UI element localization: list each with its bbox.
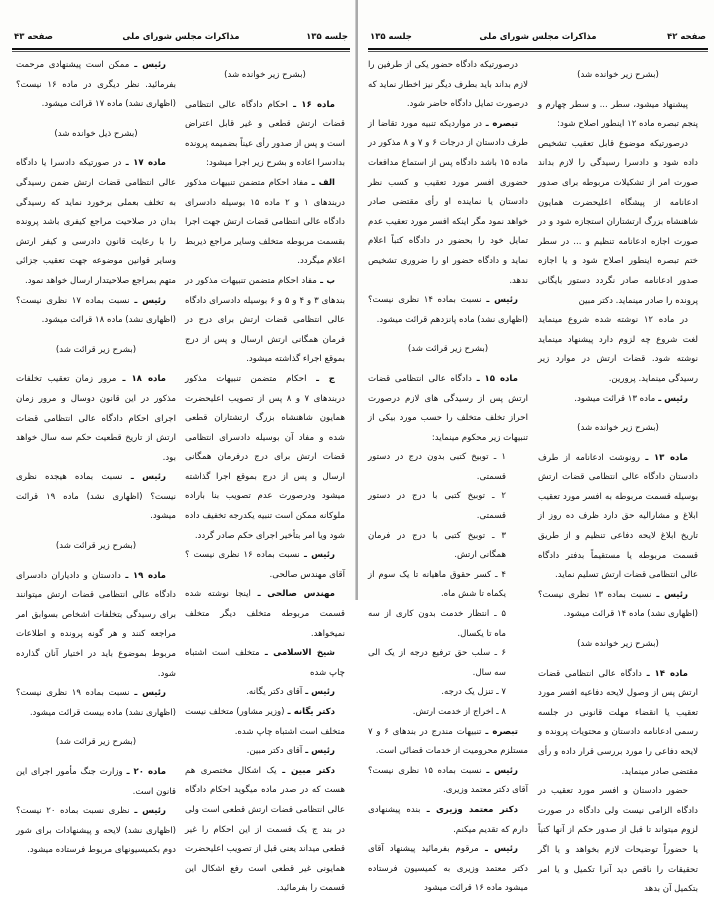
paragraph bbox=[16, 763, 176, 802]
paragraph bbox=[185, 703, 345, 742]
paragraph-text: نسبت بماده ۱۴ نظری نیست؟ (اظهاری نشد) ماده پانزدهم قرائت میشود. bbox=[368, 295, 528, 325]
paragraph bbox=[538, 96, 698, 135]
paragraph bbox=[368, 723, 528, 762]
paragraph-text: نسبت بماده ۱۳ نظری نیست؟ (اظهاری نشد) ماده ۱۴ قرائت میشود. bbox=[538, 589, 698, 620]
paragraph bbox=[16, 802, 176, 861]
paragraph-text: ۸ ـ اخراج از خدمت ارتش. bbox=[412, 707, 506, 717]
speaker-or-article-label: رئیس ـ bbox=[655, 393, 688, 404]
reading-note bbox=[16, 341, 176, 361]
speaker-or-article-label: رئیس ـ bbox=[129, 60, 166, 70]
speaker-or-article-label: ج ـ bbox=[306, 373, 335, 384]
speaker-or-article-label: ماده ۱۴ ـ bbox=[641, 668, 688, 679]
speaker-or-article-label: مهندس صالحی ـ bbox=[250, 589, 335, 600]
paragraph bbox=[185, 762, 345, 899]
paragraph bbox=[185, 272, 345, 370]
paragraph-text: ۴ ـ کسر حقوق ماهیانه تا یک سوم از یکماه تا شش ماه. bbox=[368, 569, 506, 600]
speaker-or-article-label: رئیس ـ bbox=[129, 806, 166, 817]
paragraph-text: بنده پیشنهادی دارم که تقدیم میکنم. bbox=[368, 804, 528, 835]
speaker-or-article-label: رئیس ـ bbox=[299, 550, 335, 561]
paragraph bbox=[538, 586, 698, 625]
paragraph-text: مرقوم بفرمائید پیشنهاد آقای دکتر معتمد وزیری به کمیسیون فرستاده میشود ماده ۱۶ قرائت میشود bbox=[368, 844, 528, 894]
page-number: صفحه ۴۲ bbox=[667, 32, 706, 42]
speaker-or-article-label: ماده ۱۷ ـ bbox=[121, 158, 166, 169]
text-column-left bbox=[16, 56, 176, 861]
list-item bbox=[368, 527, 528, 566]
paragraph-text: ۵ ـ انتظار خدمت بدون کاری از سه ماه تا یکسال. bbox=[368, 609, 506, 639]
reading-note bbox=[368, 340, 528, 360]
speaker-or-article-label: ماده ۱۵ ـ bbox=[471, 373, 518, 384]
paragraph-text: (بشرح ذیل خوانده شد) bbox=[54, 128, 138, 139]
paragraph-text: ۳ ـ توبیخ کتبی با درج در فرمان همگانی ارتش. bbox=[368, 530, 506, 561]
paragraph bbox=[368, 56, 528, 115]
list-item bbox=[368, 448, 528, 487]
paragraph bbox=[538, 135, 698, 311]
paragraph bbox=[368, 291, 528, 330]
paragraph bbox=[185, 546, 345, 585]
page-header bbox=[14, 32, 348, 46]
paragraph-text: (بشرح زیر قرائت شد) bbox=[55, 344, 137, 355]
reading-note bbox=[16, 537, 176, 557]
paragraph bbox=[368, 762, 528, 801]
paragraph-text: آقای دکتر مبین. bbox=[246, 746, 303, 757]
paragraph-text: مرور زمان تعقیب تخلفات مذکور در این قانون دوسال و مرور زمان اجرای احکام دادگاه عالی انتظامی قضات ارتش از تاریخ قطعیت حکم سه سال خواهد بود. bbox=[16, 374, 176, 463]
paragraph-text: (بشرح زیر قرائت شد) bbox=[55, 541, 137, 552]
paragraph-text: درصورتیکه دادگاه حضور یکی از طرفین را لازم بداند باید بطرف دیگر نیز اخطار نماید که درصورت تمایل دادگاه حاضر شود. bbox=[368, 60, 528, 110]
paragraph-text: نسبت بماده ۱۵ نظری نیست؟ آقای دکتر معتمد وزیری. bbox=[368, 765, 528, 796]
paragraph-text: (بشرح زیر خوانده شد) bbox=[577, 423, 659, 434]
paragraph-text: مفاد احکام متضمن تنبیهات مذکور دربندهای ۱ و ۲ ماده ۱۵ بوسیله دادسرای دادگاه عالی انتظامی قضات ارتش جهت اجرا بقسمت مربوطه متخلف وسایر مراجع ذیربط اعلام میگردد. bbox=[185, 177, 346, 267]
reading-note bbox=[538, 419, 698, 439]
speaker-or-article-label: دکتر معتمد وزیری ـ bbox=[420, 804, 519, 815]
paragraph bbox=[16, 370, 176, 468]
paragraph-text: اینجا نوشته شده قسمت مربوطه متخلف دیگر متخلف نمیخواهد. bbox=[185, 589, 345, 639]
paragraph bbox=[368, 840, 528, 899]
speaker-or-article-label: ماده ۱۳ ـ bbox=[639, 452, 688, 463]
paragraph-text: آقای دکتر یگانه. bbox=[246, 687, 303, 698]
list-item bbox=[368, 605, 528, 644]
paragraph-text: نسبت بماده ۱۹ نظری نیست؟ (اظهاری نشد) ماده بیست قرائت میشود. bbox=[16, 688, 176, 718]
paragraph bbox=[538, 311, 698, 389]
paragraph bbox=[368, 801, 528, 840]
paragraph bbox=[368, 115, 528, 291]
reading-note bbox=[538, 66, 698, 86]
paragraph bbox=[185, 96, 345, 174]
paragraph bbox=[185, 585, 345, 644]
paragraph bbox=[538, 449, 698, 586]
paragraph bbox=[185, 644, 345, 683]
paragraph bbox=[16, 154, 176, 291]
speaker-or-article-label: ماده ۱۶ ـ bbox=[287, 99, 336, 110]
speaker-or-article-label: رئیس ـ bbox=[481, 295, 518, 306]
paragraph bbox=[185, 742, 345, 762]
paragraph-text: رونوشت ادعانامه از طرف دادستان دادگاه عالی انتظامی قضات ارتش بوسیله قسمت مربوطه به افسر مورد تعقیب ابلاغ و مشارالیه حق دارد ظرف ده روز از تاریخ ابلاغ لایحه دفاعی تنظیم و از طریق قسمت مربوطه یا مستقیماً بدفتر دادگاه عالی انتظامی قضات ارتش تسلیم نماید. bbox=[538, 452, 698, 581]
reading-note bbox=[538, 635, 698, 655]
paragraph-text: نسبت بماده هیجده نظری نیست؟ (اظهاری نشد) ماده ۱۹ قرائت میشود. bbox=[16, 472, 176, 522]
paragraph-text: ممکن است پیشنهادی مرحمت بفرمائید. نظر دیگری در ماده ۱۶ نیست؟ (اظهاری نشد) ماده ۱۷ قرائت میشود. bbox=[16, 60, 176, 110]
paragraph-text: وزارت جنگ مأمور اجرای این قانون است. bbox=[16, 767, 176, 797]
speaker-or-article-label: ماده ۱۸ ـ bbox=[116, 374, 167, 385]
text-column-right bbox=[538, 56, 698, 900]
paragraph-text: پیشنهاد میشود، سطر ... و سطر چهارم و پنجم تبصره ماده ۱۲ اینطور اصلاح شود: bbox=[538, 99, 698, 130]
paragraph bbox=[368, 370, 528, 448]
publication-title: مذاکرات مجلس شورای ملی bbox=[479, 32, 597, 42]
paragraph bbox=[16, 684, 176, 723]
paragraph-text: تنبیهات مندرج در بندهای ۶ و ۷ مستلزم محرومیت از خدمات قضائی است. bbox=[368, 726, 528, 757]
page-header bbox=[370, 32, 706, 46]
paragraph-text: (بشرح زیر قرائت شد) bbox=[55, 737, 137, 748]
header-rule bbox=[12, 48, 350, 50]
paragraph-text: (بشرح زیر خوانده شد) bbox=[577, 639, 659, 650]
page-number: صفحه ۴۳ bbox=[14, 32, 53, 42]
paragraph-text: دادستان و دادیاران دادسرای دادگاه عالی انتظامی قضات ارتش میتوانند برای رسیدگی بتخلفات اشخاص بسوابق امر مراجعه کنند و هر گونه پرونده و اطلاعات مربوط بموضوع باید در اختیار آنان گذارده شود. bbox=[16, 570, 176, 679]
paragraph-text: نظری نسبت بماده ۲۰ نیست؟ (اظهاری نشد) لایحه و پیشنهادات برای شور دوم بکمیسیونهای مربوط فرستاده میشود. bbox=[16, 806, 176, 856]
speaker-or-article-label: رئیس ـ bbox=[302, 687, 335, 698]
paragraph-text: ۷ ـ تنزل یک درجه. bbox=[441, 687, 506, 698]
paragraph-text: در صورتیکه دادسرا یا دادگاه عالی انتظامی قضات ارتش ضمن رسیدگی به تخلف بعملی برخورد نماید که رسیدگی بدان در صلاحیت مراجع کیفری باشد پرونده را با رعایت قانون دادرسی و کیفر ارتش وسایر قوانین موضوعه جهت تعقیب جزائی متهم بمراجع صلاحیتدار ارسال خواهد نمود. bbox=[16, 158, 176, 286]
paragraph-text: یک اشکال مختصری هم هست که در صدر ماده میگوید احکام دادگاه عالی انتظامی قضات ارتش قطعی است ولی در بند ج یک قسمت از این احکام را غیر قطعی میداند یعنی قبل از تصویب اعلیحضرت همایونی غیر قطعی است رفع اشکال این قسمت را بفرمائید. bbox=[185, 765, 345, 894]
list-item bbox=[368, 683, 528, 703]
paragraph bbox=[185, 174, 345, 272]
list-item bbox=[368, 487, 528, 526]
header-rule bbox=[368, 48, 708, 50]
paragraph bbox=[538, 782, 698, 900]
reading-note bbox=[16, 125, 176, 145]
list-item bbox=[368, 703, 528, 723]
paragraph bbox=[16, 292, 176, 331]
paragraph-text: احکام دادگاه عالی انتظامی قضات ارتش قطعی و غیر قابل اعتراض است و پس از صدور رأی عیناً بضمیمه پرونده بدادسرا اعاده و بشرح زیر اجرا میشود: bbox=[185, 99, 345, 169]
paragraph-text: درصورتیکه موضوع قابل تعقیب تشخیص داده شود و دادسرا رسیدگی را لازم بداند صورت امر از تشکیلات مربوطه برای صدور ادعانامه از پیشگاه اعلیحضرت همایون شاهنشاه بزرگ ارتشتاران استجازه شود و در صورت اجازه ادعانامه تنظیم و ... در سطر ختم تبصره اینطور اصلاح شود و یا اجازه صدور ادعانامه صادر نگردد دستور بایگانی پرونده را صادر مینماید. دکتر مبین bbox=[538, 138, 698, 306]
paragraph-text: دادگاه عالی انتظامی قضات ارتش پس از وصول لایحه دفاعیه افسر مورد تعقیب یا انقضاء مهلت قانونی در جلسه رسمی ادعانامه دادستان و محتویات پرونده و لایحه دفاعی را مورد بررسی قرار داده و رأی مقتضی صادر مینماید. bbox=[538, 668, 698, 777]
speaker-or-article-label: دکتر یگانه ـ bbox=[284, 707, 335, 717]
speaker-or-article-label: ماده ۲۰ ـ bbox=[122, 767, 167, 777]
text-column-right bbox=[185, 56, 345, 899]
left-page bbox=[0, 0, 356, 894]
paragraph bbox=[16, 56, 176, 115]
paragraph-text: (وزیر مشاور) متخلف نیست متخلف است اشتباه چاپ شده. bbox=[185, 707, 345, 737]
paragraph bbox=[185, 683, 345, 703]
paragraph bbox=[185, 370, 345, 546]
paragraph bbox=[538, 665, 698, 783]
speaker-or-article-label: رئیس ـ bbox=[302, 746, 335, 757]
paragraph-text: در ماده ۱۲ نوشته شده شروع مینماید لغت شروع چه لزوم دارد پیشنهاد مینماید نوشته شود. قضات ارتش در موارد زیر رسیدگی مینماید. پرورین. bbox=[538, 315, 698, 384]
paragraph-text: ۶ ـ سلب حق ترفیع درجه از یک الی سه سال. bbox=[368, 648, 506, 678]
speaker-or-article-label: ب ـ bbox=[316, 275, 335, 286]
speaker-or-article-label: رئیس ـ bbox=[651, 589, 688, 600]
publication-title: مذاکرات مجلس شورای ملی bbox=[122, 32, 240, 42]
paragraph-text: (بشرح زیر خوانده شد) bbox=[224, 70, 306, 80]
speaker-or-article-label: شیخ الاسلامی ـ bbox=[259, 648, 335, 659]
speaker-or-article-label: رئیس ـ bbox=[481, 765, 518, 776]
speaker-or-article-label: رئیس ـ bbox=[478, 844, 518, 855]
paragraph bbox=[538, 390, 698, 410]
paragraph-text: مفاد احکام متضمن تنبیهات مذکور در بندهای ۳ و ۴ و ۵ و ۶ بوسیله دادسرای دادگاه عالی انتظامی قضات ارتش برای درج در فرمان همگانی ارتش ارسال و پس از درج بموقع اجراء گذاشته میشود. bbox=[185, 275, 345, 365]
paragraph-text: متخلف است اشتباه چاپ شده bbox=[185, 648, 345, 678]
paragraph-text: (بشرح زیر خوانده شد) bbox=[577, 70, 659, 80]
paragraph-text: نسبت بماده ۱۷ نظری نیست؟ (اظهاری نشد) ماده ۱۸ قرائت میشود. bbox=[16, 295, 176, 326]
paragraph-text: حضور دادستان و افسر مورد تعقیب در دادگاه الزامی نیست ولی دادگاه در صورت لزوم میتواند تا قبل از صدور حکم از آنها کتباً یا حضوراً توضیحات لازم بخواهد و یا اگر تحقیقات را ناقص دید آنرا تکمیل و یا امر بتکمیل آن بدهد bbox=[538, 786, 698, 895]
speaker-or-article-label: رئیس ـ bbox=[122, 472, 166, 483]
speaker-or-article-label: دکتر مبین ـ bbox=[276, 765, 336, 776]
reading-note bbox=[185, 66, 345, 86]
speaker-or-article-label: ماده ۱۹ ـ bbox=[120, 570, 167, 581]
paragraph bbox=[16, 468, 176, 527]
speaker-or-article-label: تبصره ـ bbox=[481, 726, 518, 737]
paragraph-text: (بشرح زیر قرائت شد) bbox=[407, 344, 489, 355]
text-column-left bbox=[368, 56, 528, 899]
list-item bbox=[368, 566, 528, 605]
paragraph-text: ۱ ـ توبیخ کتبی بدون درج در دستور قسمتی. bbox=[368, 452, 506, 482]
paragraph-text: ۲ ـ توبیخ کتبی با درج در دستور قسمتی. bbox=[368, 491, 506, 522]
speaker-or-article-label: تبصره ـ bbox=[482, 118, 519, 129]
reading-note bbox=[16, 733, 176, 753]
paragraph-text: نسبت بماده ۱۶ نظری نیست ؟ آقای مهندس صالحی. bbox=[185, 550, 345, 580]
speaker-or-article-label: رئیس ـ bbox=[129, 295, 166, 306]
speaker-or-article-label: رئیس ـ bbox=[129, 688, 166, 699]
paragraph-text: دادگاه عالی انتظامی قضات ارتش پس از رسیدگی های لازم درصورت احراز تخلف متخلف را حسب مورد بیکی از تنبیهات زیر محکوم مینماید: bbox=[368, 373, 528, 443]
speaker-or-article-label: الف ـ bbox=[307, 177, 335, 188]
list-item bbox=[368, 644, 528, 683]
session-number: جلسه ۱۳۵ bbox=[370, 32, 412, 42]
paragraph-text: در مواردیکه تنبیه مورد تقاضا از طرف دادستان از درجات ۶ و ۷ و ۸ مذکور در ماده ۱۵ باشد دادگاه پس از استماع مدافعات حضوری افسر مورد تعقیب و کسب نظر دادستان یا نماینده او رأی مقتضی صادر خواهد نمود مگر اینکه افسر مورد تعقیب عدم تمایل خود را بحضور در دادگاه کتباً اعلام نماید و دادگاه حضور او را ضروری تشخیص ندهد. bbox=[368, 118, 528, 286]
right-page bbox=[358, 0, 714, 895]
paragraph bbox=[16, 567, 176, 685]
paragraph-text: احکام متضمن تنبیهات مذکور دربندهای ۷ و ۸ پس از تصویب اعلیحضرت همایون شاهنشاه بزرگ ارتشتاران قطعی شده و مفاد آن بوسیله دادسرای انتظامی قضات ارتش برای درج درفرمان همگانی ارسال و پس از درج بموقع اجرا گذاشته میشود ودرصورت عدم تصویب بنا باراده ملوکانه ممکن است تنبیه یکدرجه تخفیف داده شود ویا امر بتأخیر اجرای حکم صادر گردد. bbox=[185, 373, 345, 541]
session-number: جلسه ۱۳۵ bbox=[306, 32, 348, 42]
paragraph-text: ماده ۱۳ قرائت میشود. bbox=[574, 393, 656, 404]
